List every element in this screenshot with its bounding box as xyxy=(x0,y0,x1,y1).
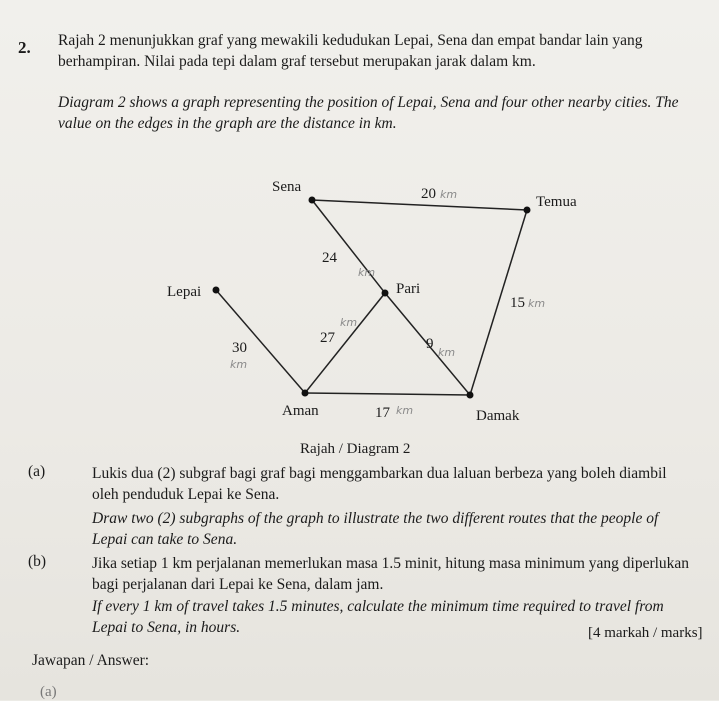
handwritten-km-sena-pari: km xyxy=(358,266,376,279)
handwritten-km-temua-damak: km xyxy=(528,297,546,310)
weight-aman-damak: 17 xyxy=(375,405,390,421)
edge-lepai-aman xyxy=(216,290,305,393)
weight-temua-damak: 15 xyxy=(510,295,525,311)
edge-sena-pari xyxy=(312,200,385,293)
marks-indicator: [4 markah / marks] xyxy=(588,625,703,641)
weight-sena-temua: 20 xyxy=(421,186,436,202)
question-malay-text: Rajah 2 menunjukkan graf yang mewakili kedudukan Lepai, Sena dan empat bandar lain yang berhampiran. Nilai pada tepi dalam graf tersebut merupakan jarak dalam km. xyxy=(58,32,643,70)
handwritten-km-aman-damak: km xyxy=(396,404,414,417)
node-damak xyxy=(467,392,474,399)
weight-pari-damak: 9 xyxy=(426,336,434,352)
part-b-english-text: If every 1 km of travel takes 1.5 minutes, calculate the minimum time required to travel from Lepai to Sena, in hours. xyxy=(92,598,664,636)
question-number: 2. xyxy=(18,38,31,57)
label-temua: Temua xyxy=(536,194,577,210)
node-temua xyxy=(524,207,531,214)
edge-pari-aman xyxy=(305,293,385,393)
answer-part-label: (a) xyxy=(40,684,57,700)
label-damak: Damak xyxy=(476,408,520,424)
question-english-text: Diagram 2 shows a graph representing the position of Lepai, Sena and four other nearby cities. The value on the edges in the graph are the distance in km. xyxy=(58,94,679,132)
part-a-english-text: Draw two (2) subgraphs of the graph to illustrate the two different routes that the people of Lepai can take to Sena. xyxy=(92,510,659,548)
part-a-label: (a) xyxy=(28,463,46,480)
weight-pari-aman: 27 xyxy=(320,330,335,346)
handwritten-km-lepai-aman: km xyxy=(230,358,248,371)
label-lepai: Lepai xyxy=(167,284,202,300)
diagram-caption: Rajah / Diagram 2 xyxy=(300,441,411,457)
handwritten-km-sena-temua: km xyxy=(440,188,458,201)
node-lepai xyxy=(213,287,220,294)
label-aman: Aman xyxy=(282,403,319,419)
part-b-malay-text: Jika setiap 1 km perjalanan memerlukan masa 1.5 minit, hitung masa minimum yang diperlukan bagi perjalanan dari Lepai ke Sena, dalam jam. xyxy=(92,555,690,593)
label-sena: Sena xyxy=(272,179,302,195)
part-a-malay-text: Lukis dua (2) subgraf bagi graf bagi menggambarkan dua laluan berbeza yang boleh diambil oleh penduduk Lepai ke Sena. xyxy=(92,465,667,503)
weight-sena-pari: 24 xyxy=(322,250,337,266)
answer-label: Jawapan / Answer: xyxy=(32,652,150,669)
edge-sena-temua xyxy=(312,200,527,210)
graph-diagram xyxy=(0,165,719,450)
edge-aman-damak xyxy=(305,393,470,395)
node-sena xyxy=(309,197,316,204)
weight-lepai-aman: 30 xyxy=(232,340,247,356)
handwritten-km-pari-aman: km xyxy=(340,316,358,329)
node-aman xyxy=(302,390,309,397)
handwritten-km-pari-damak: km xyxy=(438,346,456,359)
part-b-label: (b) xyxy=(28,553,47,570)
label-pari: Pari xyxy=(396,281,421,297)
node-pari xyxy=(382,290,389,297)
